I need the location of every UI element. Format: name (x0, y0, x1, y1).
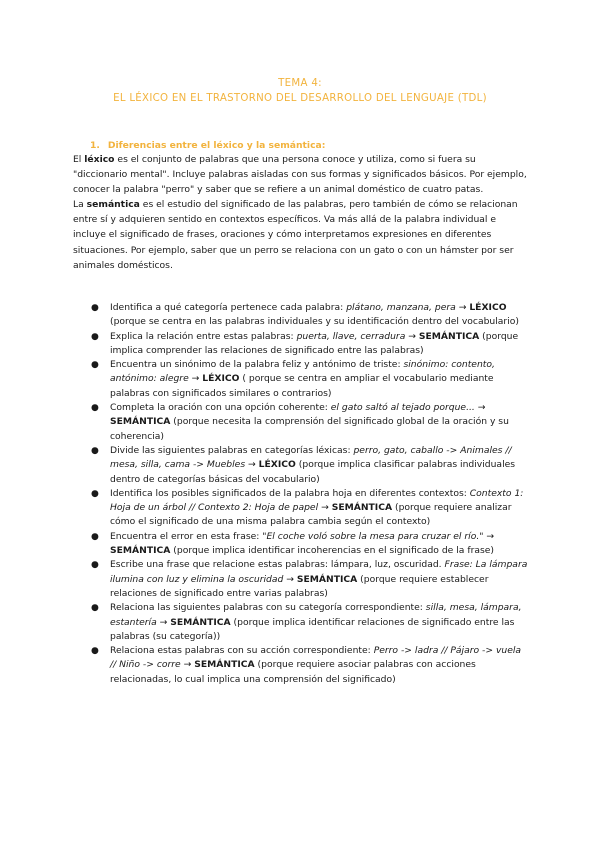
section-1 (73, 139, 543, 273)
exercise-list (90, 301, 530, 687)
list-item: ● Relaciona las siguientes palabras con su categoría correspondiente: silla, mesa, lámpara, estantería → SEMÁNTICA (porque implica identificar relaciones de significado entre las palabras (su categoría)) (91, 602, 522, 642)
list-item: ● Divide las siguientes palabras en categorías léxicas: perro, gato, caballo -> Animales // mesa, silla, cama -> Muebles → LÉXICO (porque implica clasificar palabras individuales dentro de categorías básicas del vocabulario) (91, 444, 516, 485)
lexico-pre: El (73, 154, 85, 165)
semantica-text: es el estudio del significado de las palabras, pero también de cómo se relacionan entre sí y adquieren sentido en contextos específicos. Va más allá de la palabra individual e incluye el significado de frases, oraciones y cómo interpretamos expresiones en diferentes situaciones. Por ejemplo, saber que un perro se relaciona con un gato o con un hámster por ser animales domésticos. (73, 199, 518, 271)
list-item: ● Encuentra un sinónimo de la palabra feliz y antónimo de triste: sinónimo: contento, antónimo: alegre → LÉXICO ( porque se centra en ampliar el vocabulario mediante palabras con significados similares o contrarios) (91, 359, 495, 399)
list-item: ● Completa la oración con una opción coherente: el gato saltó al tejado porque... → SEMÁNTICA (porque necesita la comprensión del significado global de la oración y su coherencia) (91, 402, 509, 442)
list-item: ● Encuentra el error en esta frase: "El coche voló sobre la mesa para cruzar el río." → SEMÁNTICA (porque implica identificar incoherencias en el significado de la frase) (91, 530, 495, 557)
lexico-term: léxico (84, 154, 115, 165)
bullet-icon: ● (91, 445, 99, 456)
list-item: ● Identifica a qué categoría pertenece cada palabra: plátano, manzana, pera → LÉXICO (porque se centra en las palabras individuales y su identificación dentro del vocabulario) (91, 302, 519, 328)
semantica-pre: La (73, 199, 87, 211)
title-block (0, 76, 600, 106)
lexico-text: es el conjunto de palabras que una persona conoce y utiliza, como si fuera su "diccionario mental". Incluye palabras aisladas con sus formas y significados básicos. Por ejemplo, conocer la palabra "perro" y saber que se refiere a un animal doméstico de cuatro patas. (73, 154, 527, 196)
bullet-icon: ● (91, 646, 99, 657)
list-item: ● Identifica los posibles significados de la palabra hoja en diferentes contextos: Contexto 1: Hoja de un árbol // Contexto 2: Hoja de papel → SEMÁNTICA (porque requiere analizar cómo el significado de una misma palabra cambia según el contexto) (91, 487, 524, 528)
section-number: 1. (90, 140, 100, 151)
bullet-icon: ● (91, 403, 99, 414)
page-title: EL LÉXICO EN EL TRASTORNO DEL DESARROLLO DEL LENGUAJE (TDL) (113, 93, 487, 104)
lexico-paragraph (73, 152, 529, 197)
list-item: ● Escribe una frase que relacione estas palabras: lámpara, luz, oscuridad. Frase: La lámpara ilumina con luz y elimina la oscuridad → SEMÁNTICA (porque requiere establecer relaciones de significado entre varias palabras) (91, 559, 528, 599)
section-heading-text: Diferencias entre el léxico y la semántica: (107, 140, 326, 151)
section-heading (90, 139, 543, 152)
bullet-icon: ● (91, 560, 99, 571)
semantica-term: semántica (86, 199, 140, 211)
bullet-icon: ● (91, 331, 99, 342)
tema-label: TEMA 4: (278, 78, 322, 89)
list-item: ● Relaciona estas palabras con su acción correspondiente: Perro -> ladra // Pájaro -> vuela // Niño -> corre → SEMÁNTICA (porque requiere asociar palabras con acciones relacionadas, lo cual implica una comprensión del significado) (91, 645, 522, 685)
list-item: ● Explica la relación entre estas palabras: puerta, llave, cerradura → SEMÁNTICA (porque implica comprender las relaciones de significado entre las palabras) (91, 330, 519, 356)
semantica-paragraph (73, 197, 529, 272)
bullet-icon: ● (91, 603, 99, 614)
bullet-icon: ● (91, 488, 99, 499)
bullet-icon: ● (91, 360, 99, 371)
bullet-icon: ● (91, 303, 99, 313)
bullet-icon: ● (91, 531, 99, 542)
